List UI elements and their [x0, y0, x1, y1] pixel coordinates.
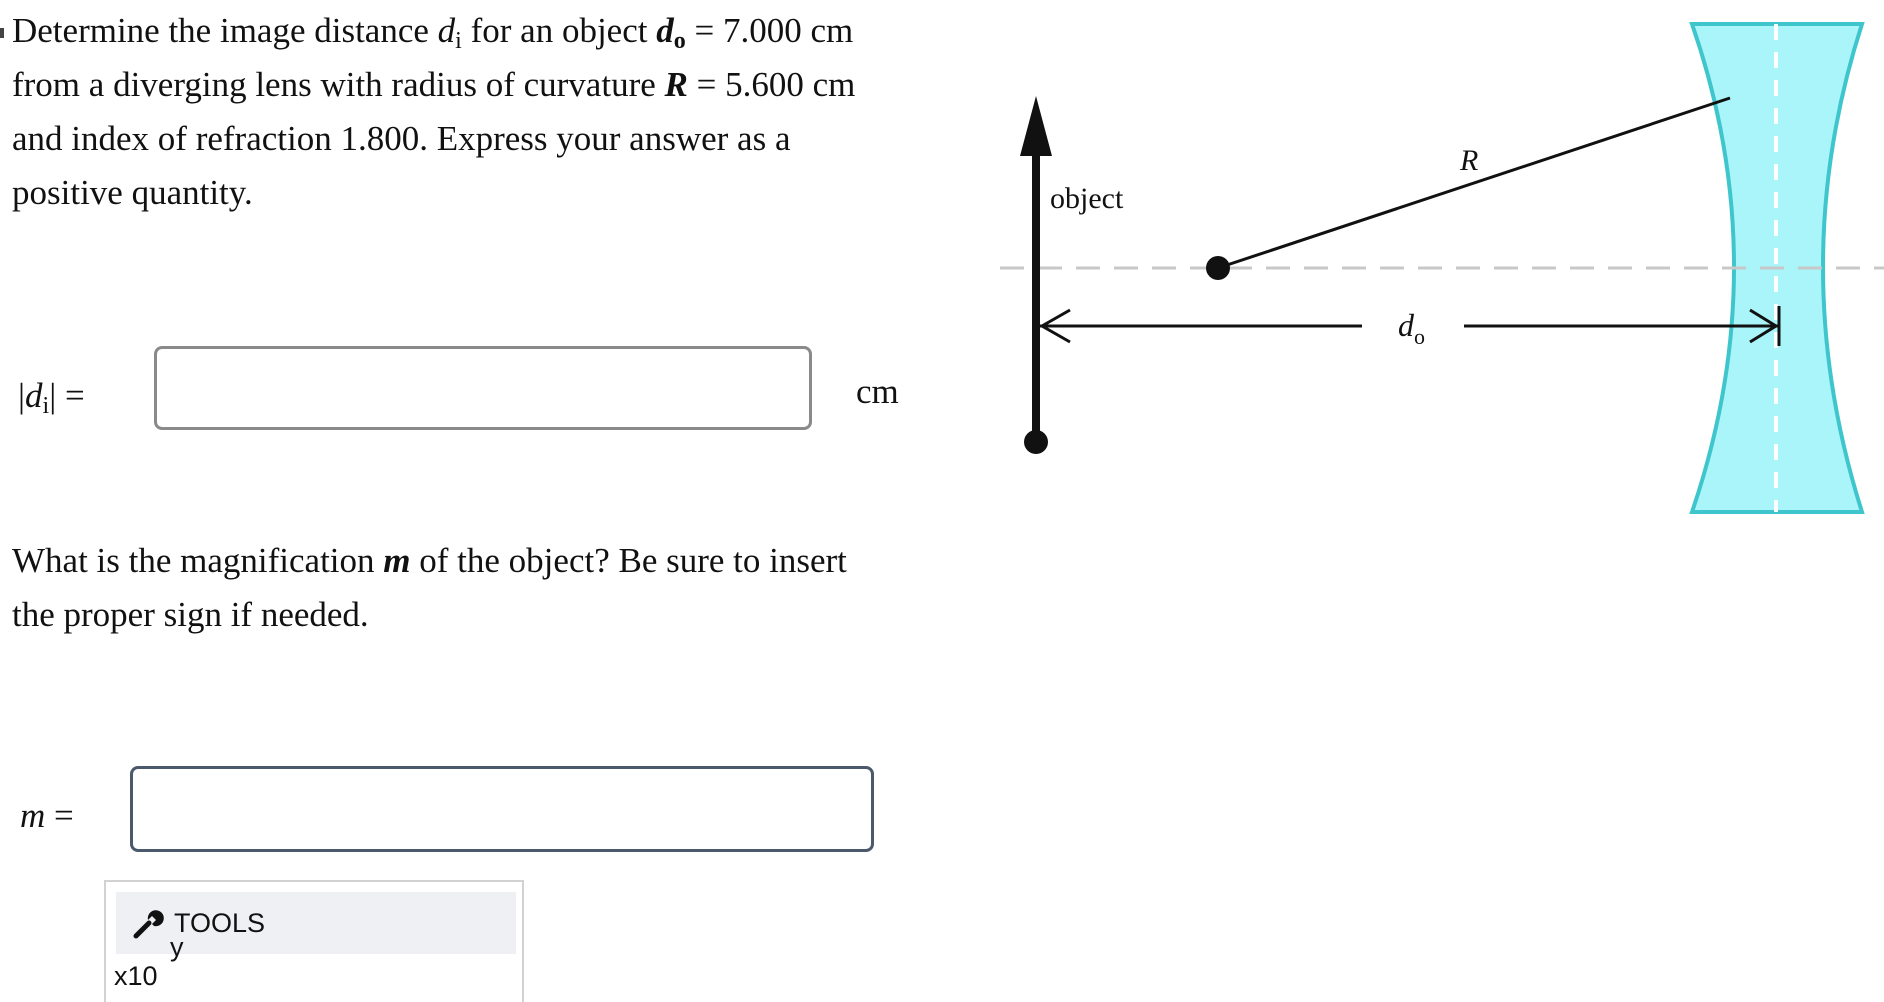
di-symbol: $d_i$	[437, 11, 462, 54]
magnification-input[interactable]	[130, 766, 874, 852]
object-arrow-head	[1020, 96, 1052, 156]
magnification-label: m =	[20, 796, 74, 835]
question2-text-part1: What is the magnification	[12, 541, 375, 580]
wrench-icon	[132, 906, 166, 940]
question2-text-line2: the proper sign if needed.	[12, 595, 369, 634]
question2-text-part2: of the object? Be sure to insert	[419, 541, 847, 580]
image-distance-unit: cm	[856, 372, 899, 411]
image-distance-input[interactable]	[154, 346, 812, 430]
radius-label: R	[1460, 144, 1479, 177]
m-symbol: m	[383, 541, 411, 580]
question-image-distance	[12, 4, 912, 220]
tools-label: TOOLS	[174, 908, 266, 938]
object-distance-value: = 7.000 cm	[694, 11, 854, 50]
image-distance-label: $|d_i|$ =	[18, 376, 85, 419]
radius-line	[1218, 98, 1730, 268]
center-of-curvature-dot	[1206, 256, 1230, 280]
scientific-notation-button[interactable]: x10	[114, 961, 158, 991]
tools-button[interactable]	[116, 892, 516, 962]
question-magnification	[12, 534, 912, 642]
tools-panel	[104, 880, 524, 1002]
question-text-index: and index of refraction 1.800. Express your answer as a	[12, 119, 791, 158]
object-label: object	[1050, 182, 1124, 215]
distance-label: $d_o$	[1398, 307, 1425, 349]
radius-symbol: R	[664, 65, 688, 104]
left-margin-mark	[0, 28, 4, 38]
question-text-intro: Determine the image distance	[12, 11, 429, 50]
object-base-dot	[1024, 430, 1048, 454]
question-text-lens: from a diverging lens with radius of curvature	[12, 65, 656, 104]
radius-value: = 5.600 cm	[696, 65, 856, 104]
question-text-positive: positive quantity.	[12, 173, 253, 212]
tools-subscript: y	[170, 932, 184, 962]
lens-diagram	[980, 0, 1884, 520]
do-symbol: $d_o$	[656, 11, 686, 54]
question-text-object: for an object	[470, 11, 648, 50]
